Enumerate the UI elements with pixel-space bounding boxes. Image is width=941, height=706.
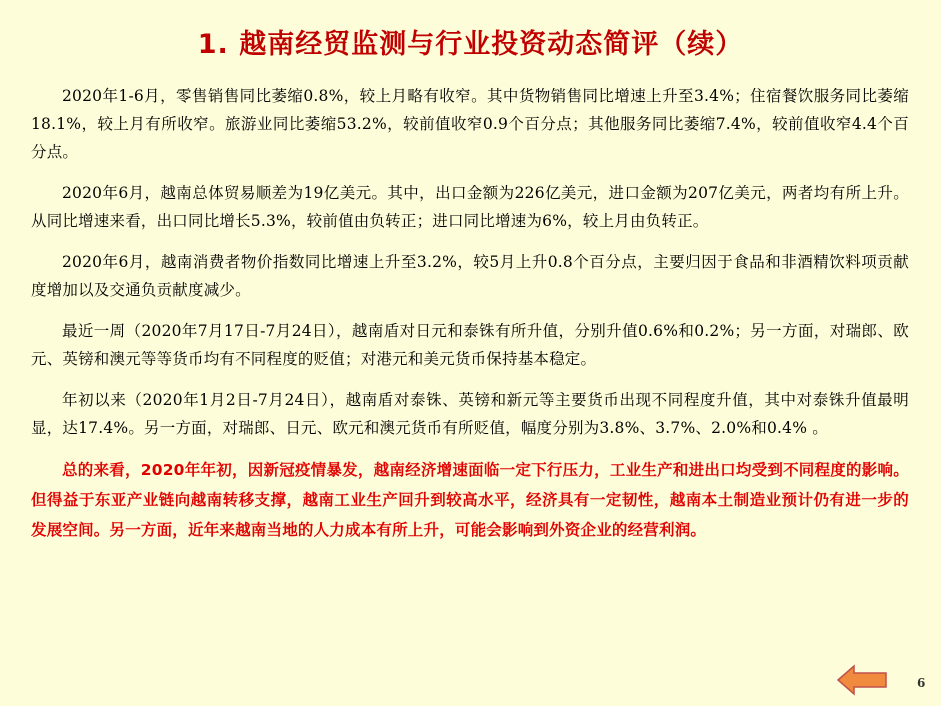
- paragraph-retail-sales: 2020年1-6月，零售销售同比萎缩0.8%，较上月略有收窄。其中货物销售同比增速上升至3.4%；住宿餐饮服务同比萎缩18.1%，较上月有所收窄。旅游业同比萎缩53.2%，较前值收窄0.9个百分点；其他服务同比萎缩7.4%，较前值收窄4.4个百分点。: [31, 87, 909, 161]
- paragraph-cpi: 2020年6月，越南消费者物价指数同比增速上升至3.2%，较5月上升0.8个百分点，主要归因于食品和非酒精饮料项贡献度增加以及交通负贡献度减少。: [31, 253, 909, 299]
- summary-paragraph: 总的来看，2020年年初，因新冠疫情暴发，越南经济增速面临一定下行压力，工业生产和进出口均受到不同程度的影响。但得益于东亚产业链向越南转移支撑，越南工业生产回升到较高水平，经济具有一定韧性，越南本土制造业预计仍有进一步的发展空间。另一方面，近年来越南当地的人力成本有所上升，可能会影响到外资企业的经营利润。: [31, 461, 909, 539]
- paragraph-weekly-fx: 最近一周（2020年7月17日-7月24日），越南盾对日元和泰铢有所升值，分别升值0.6%和0.2%；另一方面，对瑞郎、欧元、英镑和澳元等等货币均有不同程度的贬值；对港元和美元货币保持基本稳定。: [31, 322, 909, 368]
- slide-title: 1. 越南经贸监测与行业投资动态简评（续）: [197, 29, 744, 60]
- slide-body: [31, 82, 909, 558]
- page-number: 6: [917, 676, 926, 690]
- paragraph-trade-balance: 2020年6月，越南总体贸易顺差为19亿美元。其中，出口金额为226亿美元，进口金额为207亿美元，两者均有所上升。从同比增速来看，出口同比增长5.3%，较前值由负转正；进口同比增速为6%，较上月由负转正。: [31, 184, 909, 230]
- paragraph-ytd-fx: 年初以来（2020年1月2日-7月24日），越南盾对泰铢、英镑和新元等主要货币出现不同程度升值，其中对泰铢升值最明显，达17.4%。另一方面，对瑞郎、日元、欧元和澳元货币有所贬值，幅度分别为3.8%、3.7%、2.0%和0.4% 。: [31, 391, 909, 437]
- back-button[interactable]: [836, 664, 888, 696]
- left-arrow-icon: [836, 664, 888, 696]
